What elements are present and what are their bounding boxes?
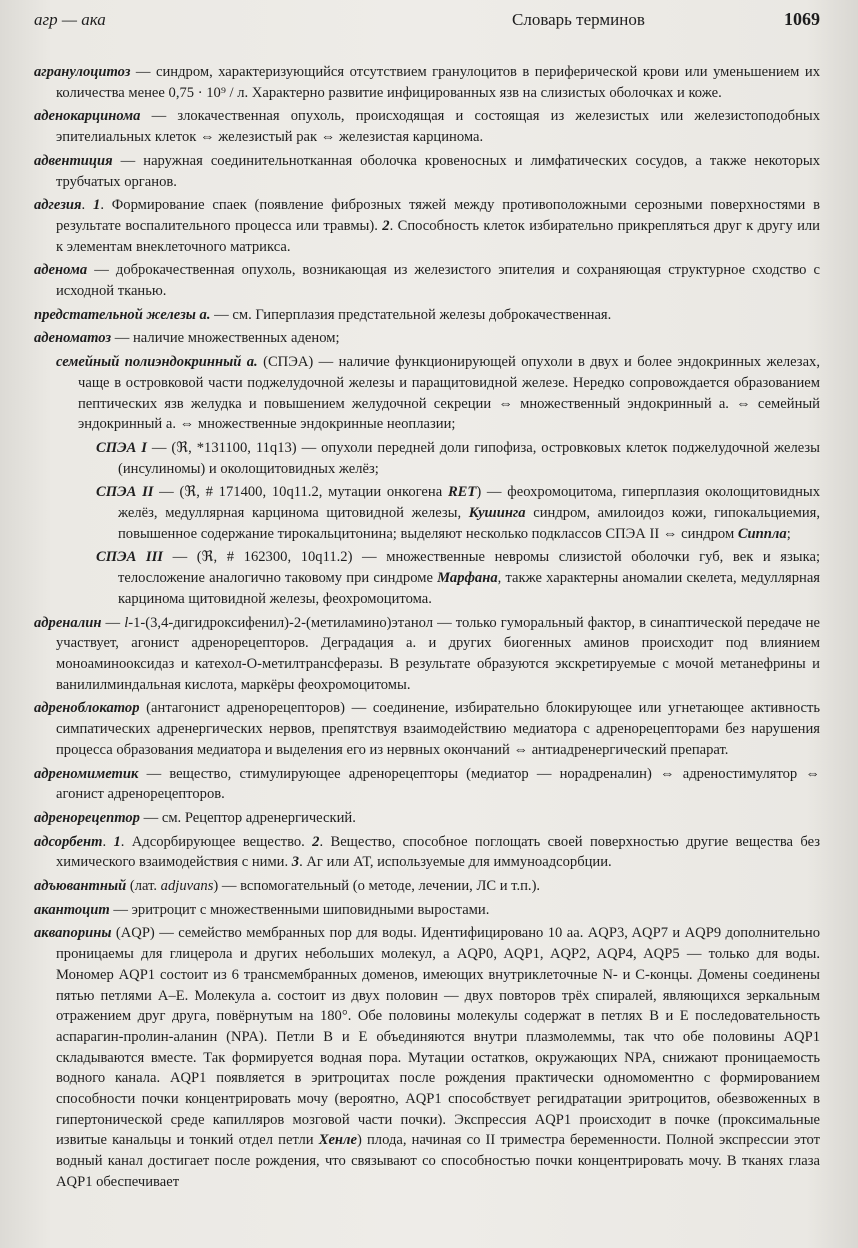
entry-adrenomimetic (34, 764, 820, 805)
headword: СПЭА I (96, 439, 147, 456)
entry-adenoma (34, 260, 820, 301)
definition: — см. Гиперплазия предстательной железы доброкачественная. (210, 306, 612, 323)
definition-part: синдром, амилоидоз кожи, гипокальциемия, повышенное содержание тирокальцитонина; выделяют несколько подклассов СПЭА II ⇔ синдром (118, 505, 820, 542)
definition-part: . Формирование спаек (появление фиброзных тяжей между противоположными серозными поверхностями в результате воспалительного процесса или травмы). (56, 197, 820, 234)
headword: аденоматоз (34, 330, 112, 347)
entry-adrenaline (34, 613, 820, 696)
headword: аденома (34, 262, 88, 279)
sense-number: 2 (312, 833, 320, 850)
definition: — наличие множественных аденом; (111, 330, 340, 347)
definition: — (ℜ, *131100, 11q13) — опухоли передней доли гипофиза, островковых клеток поджелудочной железы (инсулиномы) и околощитовидных желёз; (118, 439, 820, 477)
definition-part: ) — вспомогательный (о методе, лечении, ЛС и т.п.). (213, 878, 541, 895)
definition: (СПЭА) — наличие функционирующей опухоли в двух и более эндокринных железах, чаще в островковой части поджелудочной железы и паращитовидной железе. Нередко сопровождается образованием пептических язв желудка и повышением желудочной секреции ⇔ множественный эндокринный а. ⇔ семейный эндокринный а. ⇔ множественные эндокринные неоплазии; (78, 354, 820, 433)
headword: акантоцит (34, 901, 110, 918)
definition: — доброкачественная опухоль, возникающая из железистого эпителия и сохраняющая структурное сходство с исходной тканью. (56, 262, 820, 300)
page-number: 1069 (784, 9, 820, 29)
sense-number: 3 (291, 854, 300, 871)
chemical-prefix: l (124, 614, 129, 631)
gene-name: RET (447, 484, 477, 501)
definition-part: , также характерны аномалии скелета, медуллярная карцинома щитовидной железы, феохромоцитома. (118, 570, 821, 607)
definition: — наружная соединительнотканная оболочка кровеносных и лимфатических сосудов, а также некоторых трубчатых органов. (56, 152, 820, 190)
eponym: Хенле (318, 1132, 357, 1149)
entry-spea-3 (34, 547, 820, 609)
definition-part: -1-(3,4-дигидроксифенил)-2-(метиламино)этанол — только гуморальный фактор, в синаптической передаче не участвует, агонист адренорецепторов. Деградация а. и других биогенных аминов происходит под влиянием моноаминооксидаз и катехол-О-метилтрансферазы. В результате образуются экскретируемые с мочой метанефрины и ванилилминдальная кислота, маркёры феохромоцитомы. (56, 614, 820, 693)
definition: — злокачественная опухоль, происходящая и состоящая из железистых или железистоподобных эпителиальных клеток ⇔ железистый рак ⇔ железистая карцинома. (56, 108, 820, 146)
definition: — синдром, характеризующийся отсутствием гранулоцитов в периферической крови или уменьшением их количества менее 0,75 · 10⁹ / л. Характерно развитие инфицированных язв на слизистых оболочках и коже. (56, 64, 820, 101)
definition: — см. Рецептор адренергический. (139, 809, 356, 826)
entry-familial-polyendocrine-adenomatosis (34, 352, 820, 435)
headword: адреноблокатор (34, 700, 140, 717)
headword: аквапорины (34, 925, 112, 942)
headword: предстательной железы а. (34, 306, 211, 323)
dictionary-entries (34, 62, 820, 1196)
latin-term: adjuvans (160, 878, 214, 895)
definition: (антагонист адренорецепторов) — соединение, избирательно блокирующее или угнетающее активность симпатических адренергических нервов, препятствуя взаимодействию медиатора с адренорецепторами без нарушения процесса образования медиатора и выделения его из нервных окончаний ⇔ антиадренергический препарат. (56, 700, 820, 758)
entry-adhesion (34, 195, 820, 257)
headword: адвентиция (34, 152, 113, 169)
definition: — эритроцит с множественными шиповидными выростами. (109, 901, 490, 918)
entry-spea-2 (34, 482, 820, 544)
definition-part: — (101, 614, 125, 631)
headword: аденокарцинома (34, 108, 141, 125)
headword: адсорбент (34, 833, 103, 850)
sense-number: 1 (93, 197, 101, 214)
headword: адреномиметик (34, 765, 139, 782)
entry-prostate-adenoma (34, 305, 820, 326)
eponym: Марфана (437, 570, 498, 587)
definition-part: (лат. (126, 878, 161, 895)
eponym: Сиппла (737, 525, 787, 542)
entry-agranulocytosis (34, 62, 820, 103)
definition-part: ) — феохромоцитома, гиперплазия околощитовидных желёз, медуллярная карцинома щитовидной железы, (118, 484, 820, 522)
header-title: Словарь терминов (512, 10, 645, 29)
definition-part: . Вещество, способное поглощать своей поверхностью другие вещества без химического взаимодействия с ними. (56, 833, 820, 871)
entry-adrenoreceptor (34, 808, 820, 829)
entry-adenomatosis (34, 328, 820, 349)
headword: адъювантный (34, 878, 127, 895)
entry-adjuvant (34, 876, 820, 897)
definition-part: — (ℜ, # 162300, 10q11.2) — множественные невромы слизистой оболочки губ, век и языка; телосложение аналогично таковому при синдроме (118, 549, 820, 587)
headword: семейный полиэндокринный а. (56, 354, 258, 371)
headword: адреналин (34, 614, 102, 631)
running-head (34, 8, 820, 32)
definition-part: ; (786, 525, 791, 542)
sense-number: 1 (113, 833, 121, 850)
definition-part: . Способность клеток избирательно прикрепляться друг к другу или к элементам внеклеточного матрикса. (56, 217, 820, 255)
headword: СПЭА II (96, 484, 154, 501)
definition-part: . (81, 197, 94, 214)
entry-aquaporins (34, 923, 820, 1192)
headword: агранулоцитоз (34, 64, 131, 80)
definition-part: . Адсорбирующее вещество. (120, 833, 313, 850)
definition-part: — (ℜ, # 171400, 10q11.2, мутации онкогена (153, 484, 448, 501)
entry-spea-1 (34, 438, 820, 479)
definition: — вещество, стимулирующее адренорецепторы (медиатор — норадреналин) ⇔ адреностимулятор ⇔ агонист адренорецепторов. (56, 765, 820, 803)
sense-number: 2 (382, 217, 390, 234)
definition-part: ) плода, начиная со II триместра беременности. Полной экспрессии этот водный канал достигает после рождения, что связывают со способностью почки концентрировать мочу. В тканях глаза AQP1 обеспечивает (56, 1132, 820, 1190)
headword: СПЭА III (96, 549, 163, 566)
entry-adventitia (34, 151, 820, 192)
headword: адгезия (34, 197, 82, 214)
definition-part: . Аг или АТ, используемые для иммуноадсорбции. (299, 854, 612, 871)
entry-acanthocyte (34, 900, 820, 921)
definition-part: . (102, 833, 114, 850)
headword: адренорецептор (34, 809, 140, 826)
entry-adsorbent (34, 832, 820, 873)
definition-part: (AQP) — семейство мембранных пор для воды. Идентифицировано 10 аа. AQP3, AQP7 и AQP9 дополнительно проницаемы для глицерола и других небольших молекул, а AQP0, AQP1, AQP2, AQP4, AQP5 — только для воды. Мономер AQP1 состоит из 6 трансмембранных доменов, имеющих внутриклеточные N- и С-концы. Домены соединены пятью петлями A–E. Молекула а. состоит из двух половин — двух повторов трёх спиралей, являющихся зеркальным отражением друг друга, повёрнутым на 180°. Обе половины молекулы содержат в петлях B и E последовательность аспарагин-пролин-аланин (NPA). Петли B и E объединяются внутри плазмолеммы, так что обе половины AQP1 складываются вместе. Так формируется водная пора. Мутации остатков, окружающих NPA, снижают проницаемость водного канала. AQP1 появляется в эритроцитах после рождения практически одномоментно с формированием способности почки концентрировать мочу (вероятно, AQP1 способствует регидратации эритроцитов, обезвоженных в гипертонической среде капилляров мозговой части почки). Экспрессия AQP1 происходит в почке (проксимальные извитые канальцы и тонкий отдел петли (56, 925, 820, 1149)
header-range: агр — ака (34, 10, 106, 29)
entry-adrenoblocker (34, 698, 820, 760)
eponym: Кушинга (468, 505, 526, 522)
entry-adenocarcinoma (34, 106, 820, 147)
